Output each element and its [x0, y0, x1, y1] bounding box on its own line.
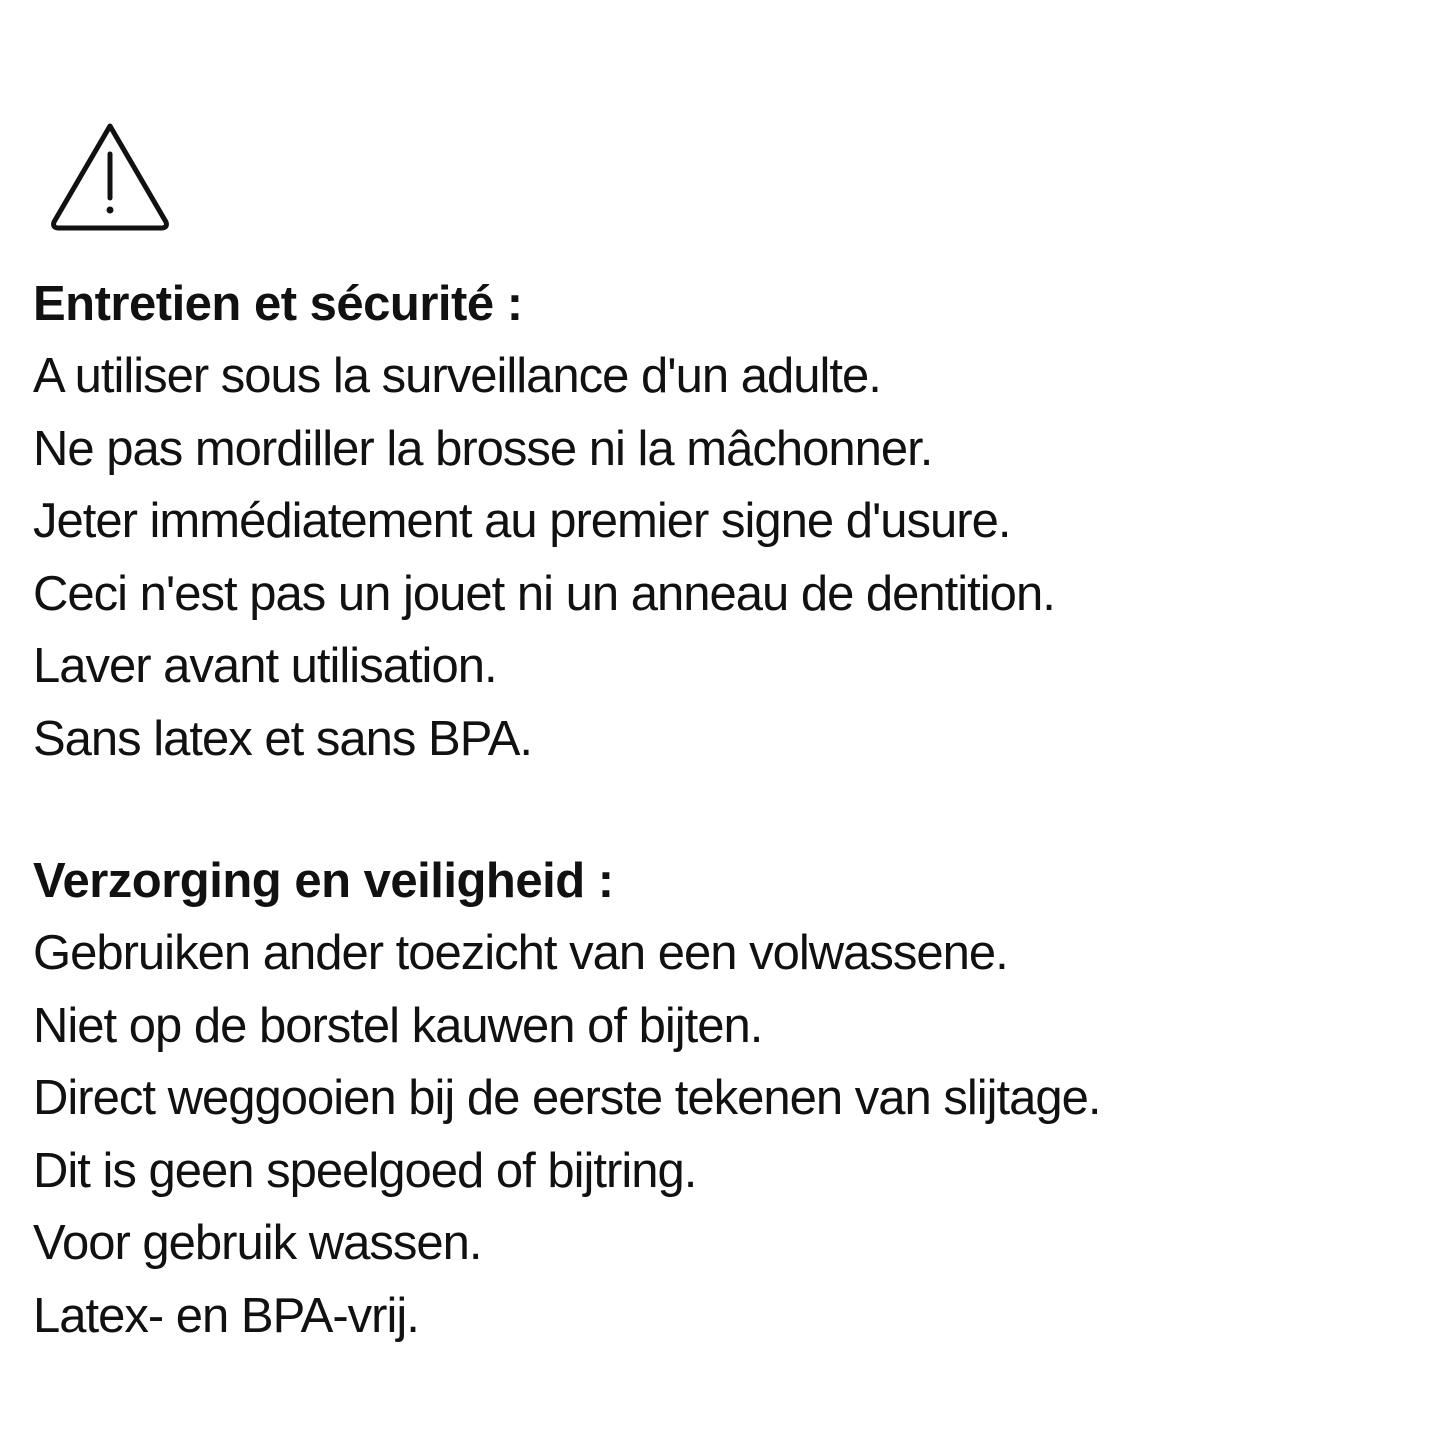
section-dutch [33, 845, 1413, 1352]
instruction-line: Latex- en BPA-vrij. [33, 1288, 419, 1343]
instruction-line: Sans latex et sans BPA. [33, 711, 533, 766]
instruction-line: Gebruiken ander toezicht van een volwassene. [33, 926, 1008, 980]
warning-triangle-icon [48, 118, 172, 234]
section-french [33, 268, 1413, 775]
section-heading: Entretien et sécurité : [33, 277, 523, 331]
instruction-line: Direct weggooien bij de eerste tekenen van slijtage. [33, 1071, 1101, 1125]
instruction-line: Ne pas mordiller la brosse ni la mâchonner. [33, 421, 933, 476]
instruction-line: Voor gebruik wassen. [33, 1216, 482, 1270]
instruction-line: Jeter immédiatement au premier signe d'usure. [33, 494, 1011, 548]
instruction-line: Niet op de borstel kauwen of bijten. [33, 998, 763, 1053]
instruction-line: Laver avant utilisation. [33, 639, 497, 693]
instruction-line: Ceci n'est pas un jouet ni un anneau de dentition. [33, 566, 1055, 621]
instruction-line: Dit is geen speelgoed of bijtring. [33, 1143, 697, 1198]
section-heading: Verzorging en veiligheid : [33, 854, 614, 908]
instruction-line: A utiliser sous la surveillance d'un adulte. [33, 349, 881, 403]
